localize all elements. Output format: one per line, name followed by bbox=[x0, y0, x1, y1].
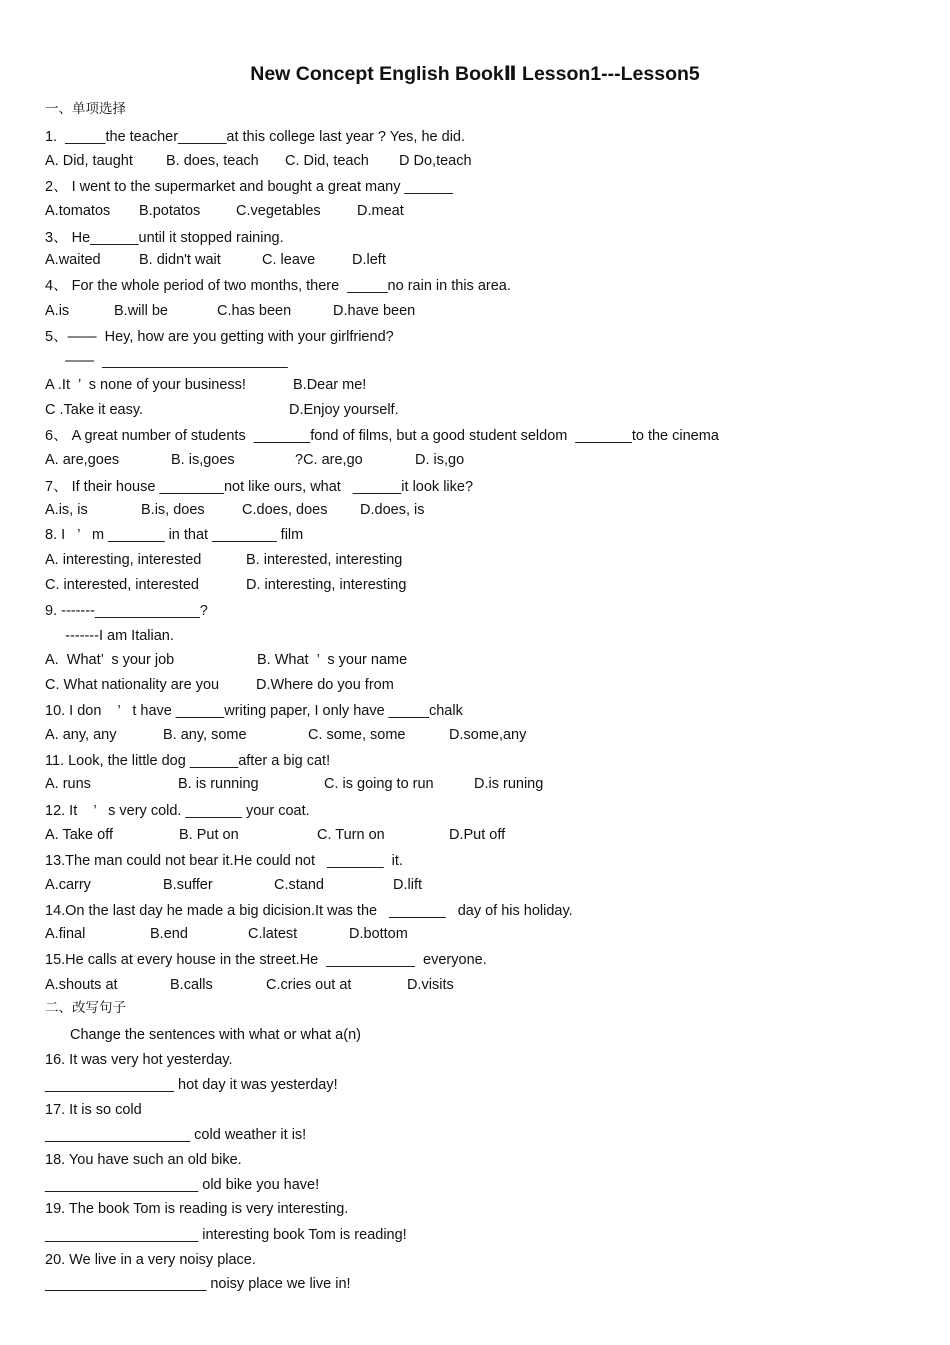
answer-option: A.tomatos bbox=[45, 203, 111, 219]
answer-option: D.meat bbox=[357, 203, 404, 219]
answer-option: B. Put on bbox=[179, 827, 239, 843]
question-line: 9. -------_____________? bbox=[45, 603, 208, 619]
question-line: 5、—— Hey, how are you getting with your girlfriend? bbox=[45, 329, 394, 345]
answer-option: D.have been bbox=[333, 303, 416, 319]
section-heading-multiple-choice: 一、单项选择 bbox=[45, 101, 126, 117]
answer-option: A. What’ s your job bbox=[45, 652, 175, 668]
question-line: 12. It ’ s very cold. _______ your coat. bbox=[45, 803, 310, 819]
question-line: ____________________ noisy place we live in! bbox=[45, 1276, 351, 1292]
answer-option: A. Take off bbox=[45, 827, 113, 843]
answer-option: B.will be bbox=[114, 303, 168, 319]
answer-option: D. interesting, interesting bbox=[246, 577, 407, 593]
question-line: -------I am Italian. bbox=[45, 628, 174, 644]
answer-option: A.final bbox=[45, 926, 86, 942]
answer-option: D.is runing bbox=[474, 776, 544, 792]
answer-option: A.is, is bbox=[45, 502, 88, 518]
answer-option: B. is,goes bbox=[171, 452, 235, 468]
answer-option: D.some,any bbox=[449, 727, 527, 743]
answer-option: C .Take it easy. bbox=[45, 402, 144, 418]
answer-option: D.does, is bbox=[360, 502, 425, 518]
section-heading-rewrite: 二、改写句子 bbox=[45, 1000, 126, 1016]
question-line: 14.On the last day he made a big dicision.It was the _______ day of his holiday. bbox=[45, 903, 573, 919]
answer-option: B.potatos bbox=[139, 203, 201, 219]
question-line: 1. _____the teacher______at this college last year ? Yes, he did. bbox=[45, 129, 466, 145]
question-line: 3、 He______until it stopped raining. bbox=[45, 230, 284, 246]
question-line: 4、 For the whole period of two months, there _____no rain in this area. bbox=[45, 278, 511, 294]
answer-option: C.does, does bbox=[242, 502, 328, 518]
answer-option: D.lift bbox=[393, 877, 422, 893]
answer-option: A.shouts at bbox=[45, 977, 118, 993]
answer-option: A .It ’ s none of your business! bbox=[45, 377, 246, 393]
answer-option: B. interested, interesting bbox=[246, 552, 403, 568]
answer-option: C. Turn on bbox=[317, 827, 385, 843]
question-line: 2、 I went to the supermarket and bought a great many ______ bbox=[45, 179, 453, 195]
answer-option: D.bottom bbox=[349, 926, 408, 942]
page-title: New Concept English BookⅡ Lesson1---Lesson5 bbox=[250, 63, 700, 85]
question-line: ___________________ interesting book Tom is reading! bbox=[45, 1227, 407, 1243]
answer-option: A.carry bbox=[45, 877, 91, 893]
answer-option: C. some, some bbox=[308, 727, 406, 743]
question-line: 6、 A great number of students _______fond of films, but a good student seldom _______to the cinema bbox=[45, 428, 719, 444]
rewrite-instruction: Change the sentences with what or what a(n) bbox=[70, 1027, 361, 1043]
answer-option: C.vegetables bbox=[236, 203, 321, 219]
answer-option: A. Did, taught bbox=[45, 153, 133, 169]
answer-option: C.cries out at bbox=[266, 977, 352, 993]
answer-option: B.calls bbox=[170, 977, 213, 993]
answer-option: B.Dear me! bbox=[293, 377, 367, 393]
question-line: 17. It is so cold bbox=[45, 1102, 142, 1118]
answer-option: C.has been bbox=[217, 303, 292, 319]
answer-option: D Do,teach bbox=[399, 153, 472, 169]
answer-option: ?C. are,go bbox=[295, 452, 363, 468]
answer-option: A.waited bbox=[45, 252, 101, 268]
answer-option: C. What nationality are you bbox=[45, 677, 220, 693]
answer-option: C.latest bbox=[248, 926, 298, 942]
answer-option: A. interesting, interested bbox=[45, 552, 202, 568]
answer-option: B.is, does bbox=[141, 502, 205, 518]
answer-option: B. any, some bbox=[163, 727, 247, 743]
question-line: 18. You have such an old bike. bbox=[45, 1152, 242, 1168]
answer-option: D.left bbox=[352, 252, 386, 268]
question-line: 10. I don ’ t have ______writing paper, I only have _____chalk bbox=[45, 703, 463, 719]
answer-option: A. runs bbox=[45, 776, 91, 792]
answer-option: B. What ’ s your name bbox=[257, 652, 408, 668]
answer-option: A. are,goes bbox=[45, 452, 120, 468]
question-line: 7、 If their house ________not like ours, what ______it look like? bbox=[45, 479, 474, 495]
question-line: 19. The book Tom is reading is very interesting. bbox=[45, 1201, 349, 1217]
answer-option: B. didn't wait bbox=[139, 252, 221, 268]
question-line: __________________ cold weather it is! bbox=[45, 1127, 307, 1143]
answer-option: C. Did, teach bbox=[285, 153, 369, 169]
answer-option: D. is,go bbox=[415, 452, 465, 468]
answer-option: D.Put off bbox=[449, 827, 506, 843]
answer-option: C. interested, interested bbox=[45, 577, 199, 593]
answer-option: A. any, any bbox=[45, 727, 117, 743]
answer-option: D.Enjoy yourself. bbox=[289, 402, 399, 418]
question-line: ___________________ old bike you have! bbox=[45, 1177, 320, 1193]
answer-option: B. is running bbox=[178, 776, 259, 792]
answer-option: B. does, teach bbox=[166, 153, 259, 169]
answer-option: B.suffer bbox=[163, 877, 213, 893]
question-line: 13.The man could not bear it.He could not _______ it. bbox=[45, 853, 403, 869]
answer-option: C.stand bbox=[274, 877, 324, 893]
answer-option: B.end bbox=[150, 926, 188, 942]
question-line: 8. I ’ m _______ in that ________ film bbox=[45, 527, 304, 543]
question-line: 11. Look, the little dog ______after a big cat! bbox=[45, 753, 331, 769]
question-line: —— _______________________ bbox=[45, 353, 288, 369]
question-line: 15.He calls at every house in the street.He ___________ everyone. bbox=[45, 952, 487, 968]
question-line: ________________ hot day it was yesterday! bbox=[45, 1077, 338, 1093]
answer-option: D.Where do you from bbox=[256, 677, 394, 693]
question-line: 20. We live in a very noisy place. bbox=[45, 1252, 256, 1268]
answer-option: C. leave bbox=[262, 252, 316, 268]
answer-option: D.visits bbox=[407, 977, 454, 993]
question-line: 16. It was very hot yesterday. bbox=[45, 1052, 233, 1068]
answer-option: A.is bbox=[45, 303, 70, 319]
answer-option: C. is going to run bbox=[324, 776, 434, 792]
